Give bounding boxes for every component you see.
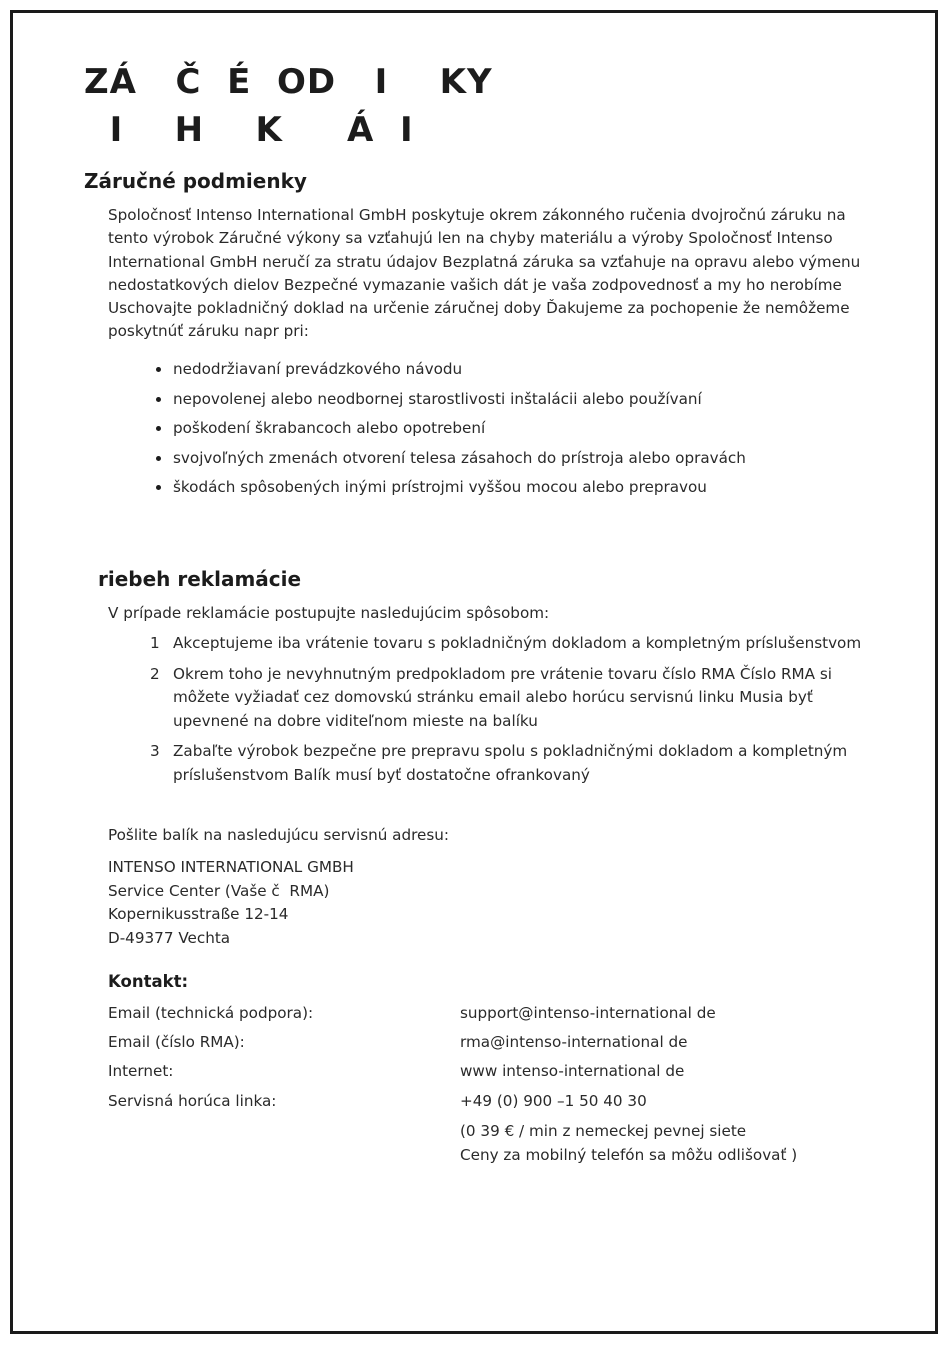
hotline-price-note: [460, 1120, 797, 1167]
exclusion-item: nepovolenej alebo neodbornej starostlivosti inštalácii alebo používaní: [152, 386, 746, 416]
step-number: 2: [150, 664, 160, 683]
step-text: Okrem toho je nevyhnutným predpokladom pre vrátenie tovaru číslo RMA Číslo RMA si môžete vyžiadať cez domovskú stránku email alebo horúcu servisnú linku Musia byť upevnené na dobre viditeľnom mieste na balíku: [173, 664, 832, 730]
contact-email-rma[interactable]: rma@intenso-international de: [460, 1033, 688, 1051]
contact-hotline-number: +49 (0) 900 –1 50 40 30: [460, 1092, 647, 1110]
address-line: INTENSO INTERNATIONAL GMBH: [108, 858, 354, 876]
page-title-line-2: I H K Á I: [84, 110, 414, 150]
warranty-heading: Záručné podmienky: [84, 169, 307, 193]
exclusion-item: nedodržiavaní prevádzkového návodu: [152, 356, 746, 386]
claims-heading: riebeh reklamácie: [98, 567, 302, 591]
contact-label: Email (číslo RMA):: [108, 1033, 245, 1051]
send-instruction: Pošlite balík na nasledujúcu servisnú adresu:: [108, 826, 450, 844]
contact-label: Servisná horúca linka:: [108, 1092, 277, 1110]
contact-website-link[interactable]: www intenso-international de: [460, 1062, 685, 1080]
address-line: Kopernikusstraße 12-14: [108, 905, 289, 923]
claims-step: [150, 632, 880, 656]
note-line: Ceny za mobilný telefón sa môžu odlišovať ): [460, 1145, 798, 1164]
claims-intro: V prípade reklamácie postupujte nasledujúcim spôsobom:: [108, 604, 550, 622]
exclusion-item: škodách spôsobených inými prístrojmi vyššou mocou alebo prepravou: [152, 474, 746, 504]
claims-step: [150, 740, 880, 787]
contact-label: Email (technická podpora):: [108, 1004, 314, 1022]
note-line: (0 39 € / min z nemeckej pevnej siete: [460, 1122, 747, 1140]
exclusion-item: svojvoľných zmenách otvorení telesa zásahoch do prístroja alebo opravách: [152, 445, 746, 475]
claims-steps-list: [150, 632, 880, 794]
step-text: Akceptujeme iba vrátenie tovaru s pokladničným dokladom a kompletným príslušenstvom: [173, 634, 862, 652]
claims-step: [150, 663, 880, 734]
service-address: [108, 856, 354, 950]
step-number: 1: [150, 634, 160, 652]
warranty-exclusions-list: [152, 356, 746, 504]
exclusion-item: poškodení škrabancoch alebo opotrebení: [152, 415, 746, 445]
page-title-line-1: ZÁ Č É OD I KY: [84, 62, 493, 102]
address-line: Service Center (Vaše č RMA): [108, 881, 330, 900]
step-number: 3: [150, 742, 160, 760]
address-line: D-49377 Vechta: [108, 928, 231, 947]
contact-email-support[interactable]: support@intenso-international de: [460, 1004, 716, 1022]
warranty-body: Spoločnosť Intenso International GmbH poskytuje okrem zákonného ručenia dvojročnú záruku na tento výrobok Záručné výkony sa vzťahujú len na chyby materiálu a výroby Spoločnosť Intenso International GmbH neručí za stratu údajov Bezplatná záruka sa vzťahuje na opravu alebo výmenu nedostatkových dielov Bezpečné vymazanie vašich dát je vaša zodpovednosť a my ho nerobíme Uschovajte pokladničný doklad na určenie záručnej doby Ďakujeme za pochopenie že nemôžeme poskytnúť záruku napr pri:: [108, 206, 861, 341]
step-text: Zabaľte výrobok bezpečne pre prepravu spolu s pokladničnými dokladom a kompletným príslušenstvom Balík musí byť dostatočne ofrankovaný: [173, 742, 848, 784]
contact-heading: Kontakt:: [108, 972, 189, 991]
contact-label: Internet:: [108, 1062, 174, 1080]
